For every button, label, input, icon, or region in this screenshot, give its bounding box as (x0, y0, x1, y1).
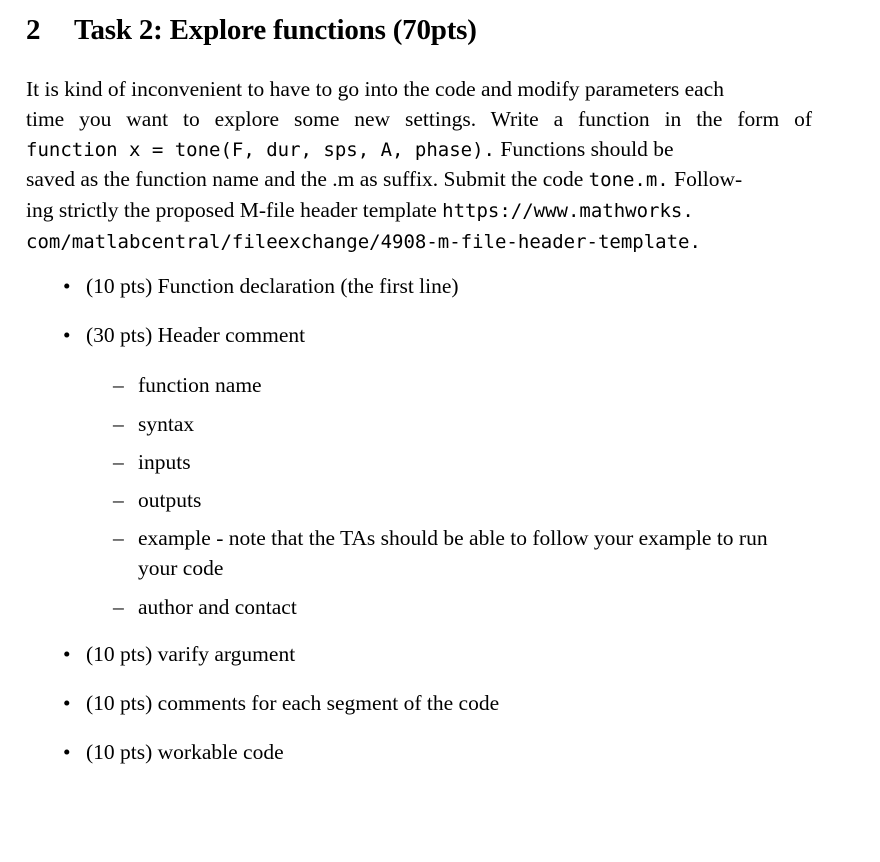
sub-list-item-text: outputs (138, 488, 202, 512)
paragraph-line-4-text-2: Follow- (668, 167, 743, 192)
sub-list-item (113, 593, 812, 623)
dash-icon: – (113, 595, 124, 619)
dash-icon: – (113, 450, 124, 474)
list-item-text: (30 pts) Header comment (86, 323, 306, 347)
list-item (63, 691, 499, 716)
sub-list-item-text: example - note that the TAs should be able to follow your example to run your code (138, 526, 768, 580)
bullet-icon: • (63, 274, 71, 298)
list-item-text: (10 pts) workable code (86, 740, 284, 764)
template-url-part-1[interactable]: https://www.mathworks. (442, 200, 694, 223)
paragraph-line-1: It is kind of inconvenient to have to go into the code and modify parameters each (26, 77, 724, 101)
list-item (63, 323, 305, 348)
bullet-icon: • (63, 740, 71, 764)
dash-icon: – (113, 526, 124, 550)
sub-list-item-text: inputs (138, 450, 191, 474)
sub-list-item (113, 486, 812, 516)
bullet-icon: • (63, 642, 71, 666)
paragraph-line-5 (26, 196, 812, 227)
sub-list-item-text: syntax (138, 412, 195, 436)
list-item-text: (10 pts) comments for each segment of the code (86, 691, 500, 715)
sub-list-item (113, 410, 812, 440)
paragraph-line-5-text: ing strictly the proposed M-file header template (26, 198, 443, 223)
template-url-part-2[interactable]: com/matlabcentral/fileexchange/4908-m-file-header-template. (26, 230, 701, 253)
section-number: 2 (26, 14, 41, 46)
section-title: Task 2: Explore functions (70pts) (74, 14, 477, 46)
paragraph-line-2: time you want to explore some new settings. Write a function in the form of (26, 106, 812, 131)
task-description-paragraph (26, 75, 812, 258)
bullet-icon: • (63, 323, 71, 347)
section-heading (26, 14, 477, 47)
list-item (63, 642, 295, 667)
dash-icon: – (113, 412, 124, 436)
function-signature-code: function x = tone(F, dur, sps, A, phase). (26, 138, 495, 161)
paragraph-line-4 (26, 165, 812, 196)
list-item-text: (10 pts) varify argument (86, 642, 296, 666)
paragraph-line-3 (26, 135, 812, 166)
sub-list-item (113, 371, 812, 401)
paragraph-line-4-text: saved as the function name and the .m as suffix. Submit the code (26, 167, 589, 192)
dash-icon: – (113, 488, 124, 512)
sub-list-item (113, 524, 812, 584)
paragraph-line-3-text: Functions should be (495, 136, 674, 161)
list-item (63, 740, 284, 765)
sub-list-item (113, 448, 812, 478)
sub-list-item-text: author and contact (138, 595, 297, 619)
dash-icon: – (113, 373, 124, 397)
bullet-icon: • (63, 691, 71, 715)
list-item (63, 274, 459, 299)
list-item-text: (10 pts) Function declaration (the first line) (86, 274, 459, 298)
paragraph-line-6 (26, 227, 812, 258)
sub-list-item-text: function name (138, 373, 262, 397)
filename-code: tone.m. (588, 169, 669, 192)
